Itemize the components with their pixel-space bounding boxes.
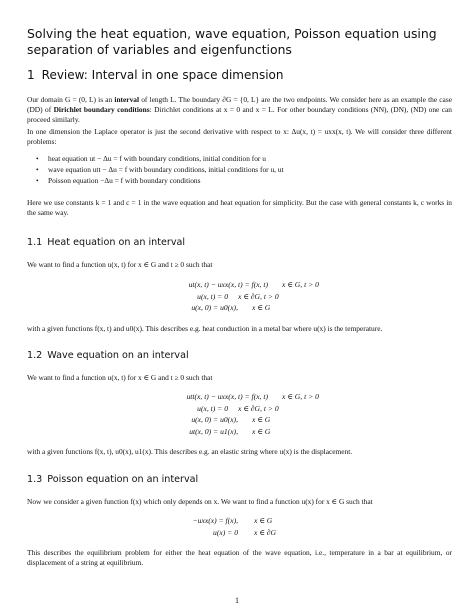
intro-bold-interval: interval [114,95,140,104]
section-heading [27,68,284,82]
subsection-heading-heat [27,237,185,248]
wave-after: with a given functions f(x, t), u0(x), u1(x). This describes e.g. an elastic string where u(x) is the displacement. [27,447,353,456]
section-number: 1 [27,68,35,82]
equation-lhs: u(x) = 0 [213,527,238,537]
equation-condition: x ∈ G [252,426,271,436]
laplace-paragraph: In one dimension the Laplace operator is just the second derivative with respect to x: Δu(x, t) = uxx(x, t). We will consider three different problems: [27,127,452,146]
intro-text-a: Our domain G = (0, L) is an [27,95,115,104]
subsection-heading-wave [27,350,189,361]
poisson-after: This describes the equilibrium problem for either the heat equation of the wave equation, i.e., temperature in a bar at equilibrium, or displacement of a string at equilibrium. [27,548,452,567]
equation-condition: x ∈ G [254,516,273,525]
section-title: Review: Interval in one space dimension [41,68,284,82]
equation-lhs: u(x, t) = 0 [197,403,228,413]
list-item: • Poisson equation −Δu = f with boundary conditions [36,175,284,186]
equation-lhs: u(x, 0) = u0(x), [191,415,238,425]
intro-text-e: : Dirichlet conditions at x = 0 and x = L. For other boundary conditions (NN), (DN), (ND) one can proceed similarly. [27,104,452,124]
subsection-number: 1.3 [27,474,43,485]
subsection-title: Wave equation on an interval [47,350,189,361]
document-title: Solving the heat equation, wave equation, Poisson equation using separation of variables and eigenfunctions [27,26,437,57]
intro-bold-dirichlet: Dirichlet boundary conditions [53,104,150,114]
equation-condition: x ∈ ∂G, t > 0 [238,403,279,413]
equation-lhs: −uxx(x) = f(x), [192,516,238,525]
subsection-title: Heat equation on an interval [47,237,186,248]
equation-lhs: utt(x, t) − uxx(x, t) = f(x, t) [186,392,268,401]
page-number: 1 [235,596,239,605]
equation-condition: x ∈ G, t > 0 [282,392,319,401]
wave-intro: We want to find a function u(x, t) for x ∈ G and t ≥ 0 such that [27,373,213,382]
intro-text-c: of length L. The boundary ∂G = {0, L} are the two endpoints. We consider here as an example the case (DD) of [27,95,452,114]
equation-condition: x ∈ ∂G, t > 0 [238,291,279,301]
problem-list [36,153,284,186]
wave-equation-system [160,391,319,437]
list-item: • wave equation utt − Δu = f with boundary conditions, initial conditions for u, ut [36,164,284,175]
equation-lhs: ut(x, t) − uxx(x, t) = f(x, t) [188,280,268,289]
equation-condition: x ∈ G [252,415,271,425]
subsection-number: 1.2 [27,350,43,361]
subsection-heading-poisson [27,474,198,485]
intro-paragraph [27,95,452,125]
heat-intro: We want to find a function u(x, t) for x ∈ G and t ≥ 0 such that [27,260,213,269]
subsection-title: Poisson equation on an interval [47,474,199,485]
poisson-intro: Now we consider a given function f(x) which only depends on x. We want to find a function u(x) for x ∈ G such that [27,497,373,506]
equation-lhs: ut(x, 0) = u1(x), [189,426,238,436]
poisson-equation-system [178,515,276,538]
equation-condition: x ∈ ∂G [254,527,277,537]
constants-paragraph: Here we use constants k = 1 and c = 1 in the wave equation and heat equation for simplicity. But the case with general constants k, c works in the same way. [27,198,452,217]
equation-condition: x ∈ G, t > 0 [282,280,319,289]
heat-equation-system [160,279,319,314]
subsection-number: 1.1 [27,237,43,248]
equation-lhs: u(x, 0) = u0(x), [191,303,238,313]
list-item: • heat equation ut − Δu = f with boundary conditions, initial condition for u [36,153,284,164]
equation-lhs: u(x, t) = 0 [197,291,228,301]
heat-after: with a given functions f(x, t) and u0(x). This describes e.g. heat conduction in a metal bar where u(x) is the temperature. [27,324,383,333]
equation-condition: x ∈ G [252,303,271,313]
